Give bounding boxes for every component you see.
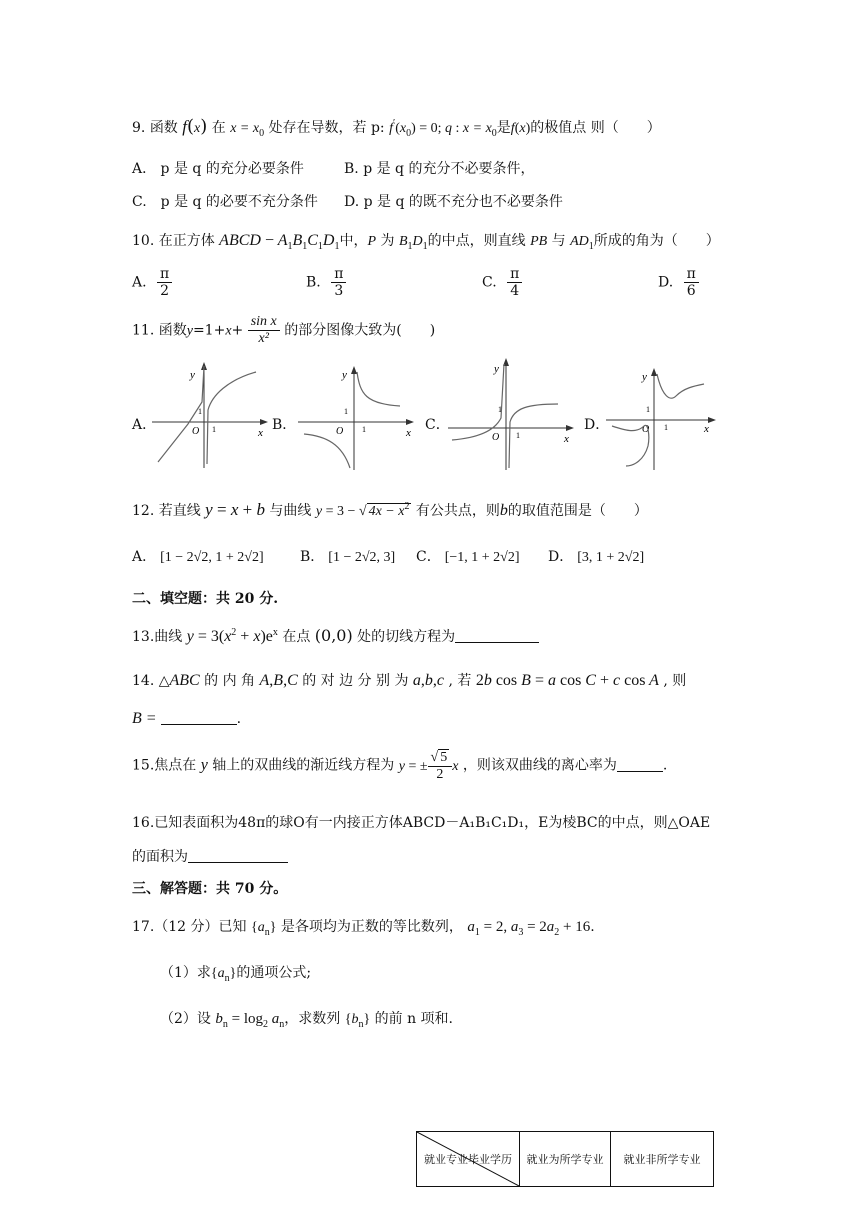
q12-text: 与曲线	[269, 503, 312, 519]
q10-option-d: D. $\frac{\pi}{6}$	[658, 266, 699, 299]
origin-label: O	[336, 426, 344, 437]
q9-text: 处存在导数，若 p:	[268, 120, 385, 136]
q17-seq-b: $\{b_n\}$	[344, 1012, 371, 1030]
q10-option-a: A. $\frac{\pi}{2}$	[132, 266, 172, 299]
axis-y-label: y	[494, 363, 499, 375]
q12-num: 12.	[132, 503, 155, 519]
q17-seq-a: $\{a_n\}$	[210, 966, 237, 984]
q16-answer-blank[interactable]	[188, 848, 288, 863]
q9-text: 是	[496, 120, 511, 136]
q11-text: +	[231, 322, 244, 339]
q11-text: 函数	[158, 322, 187, 339]
q17-seq-a: $\{a_n\}$	[250, 920, 277, 938]
q15-answer-blank[interactable]	[617, 757, 663, 772]
q11-y: y	[186, 323, 193, 339]
q16-text: 的面积为	[132, 849, 188, 865]
q17-text: 是各项均为正数的等比数列，	[280, 919, 463, 935]
q11-label-c: C．	[425, 417, 450, 433]
tick-1-label: 1	[664, 423, 668, 432]
tick-1-label: 1	[362, 425, 366, 434]
q9-option-c: C. p 是 q 的必要不充分条件	[132, 194, 318, 210]
q14-text: .	[236, 711, 242, 727]
q17-part1	[160, 962, 311, 984]
tick-1-label: 1	[516, 431, 520, 440]
q9-line: 9. 函数 f(x) 在 $x = x_0$ 处存在导数，若 p: $f'(x_0) = 0$; q : $x = x_0$是f(x)的极值点 则（ ）	[132, 116, 661, 139]
origin-label: O	[492, 432, 500, 443]
q11-graph-c	[446, 356, 578, 472]
q10-text: 与	[551, 233, 566, 249]
q17-bn-def: $b_n = \log_2 a_n$	[215, 1011, 285, 1030]
q11-line	[132, 314, 435, 347]
q14-formula: 2b cos B = a cos C + c cos A	[475, 672, 659, 689]
q14-b-eq: B =	[132, 710, 161, 727]
q11-text: 的部分图像大致为( )	[284, 322, 436, 339]
q12-text: 若直线	[158, 503, 201, 519]
q9-text: 函数	[149, 120, 178, 136]
q9-fx: f	[182, 117, 187, 136]
q17-text: 的前 n 项和.	[374, 1011, 454, 1027]
section-heading-solve: 三、解答题：共 70 分。	[132, 881, 288, 897]
q10-option-c: C. $\frac{\pi}{4}$	[482, 266, 522, 299]
q15-y-axis: y	[200, 756, 208, 774]
q14-text: 的 对 边 分 别 为	[302, 673, 413, 689]
q14-text: , 若	[448, 673, 476, 689]
q10-text: 所成的角为（ ）	[593, 233, 720, 249]
q17-part2	[160, 1008, 453, 1030]
q14-abc: ABC	[169, 672, 200, 689]
q9-p-formula: $f'(x_0) = 0$; q : $x = x_0$	[389, 118, 497, 139]
q11-label-b: B．	[272, 417, 297, 433]
q14-text: 14. △	[132, 673, 170, 689]
q9-x0: $x = x_0$	[230, 121, 265, 139]
q13-line	[132, 626, 539, 646]
q17-text: （1）求	[160, 965, 211, 981]
q15-line	[132, 750, 667, 783]
q10-p: P	[367, 234, 377, 249]
q17-conditions: $a_1 = 2$, $a_3 = 2a_2 + 16$	[467, 919, 591, 938]
q11-text: =1+	[192, 322, 226, 339]
q14-line	[132, 670, 700, 690]
q14-line2	[132, 710, 241, 728]
q14-angles: A,B,C	[259, 672, 298, 689]
q15-text: .	[662, 757, 668, 774]
origin-label: O	[642, 424, 650, 435]
tick-1-label: 1	[344, 407, 348, 416]
q10-num: 10.	[132, 233, 155, 249]
q12-b: b	[499, 502, 508, 519]
q13-point: (0,0)	[314, 626, 353, 645]
q10-text: 为	[380, 233, 395, 249]
axis-x-label: x	[258, 427, 263, 439]
tick-1-label: 1	[198, 407, 202, 416]
footer-cell-diagonal	[417, 1132, 520, 1187]
q12-option-c: C． [−1, 1 + 2√2]	[416, 549, 520, 565]
q16-line2	[132, 846, 288, 866]
q17-text: .	[590, 919, 595, 935]
q12-option-d: D． [3, 1 + 2√2]	[548, 549, 645, 565]
axis-x-label: x	[406, 427, 411, 439]
q10-text: 在正方体	[158, 233, 215, 249]
q17-line	[132, 916, 595, 938]
q17-text: ，求数列	[284, 1011, 341, 1027]
q14-text: , 则	[663, 673, 687, 689]
q15-formula: y = ± $\frac{√ 5}{2}$ x	[398, 750, 459, 782]
q14-text: 的 内 角	[204, 673, 260, 689]
q16-line1: 16.已知表面积为48π的球O有一内接正方体ABCD－A₁B₁C₁D₁，E为棱BC的中点，则△OAE	[132, 815, 711, 831]
q10-text: 中，	[339, 233, 368, 249]
q11-num: 11.	[132, 322, 155, 339]
tick-1-label: 1	[212, 425, 216, 434]
q10-text: 的中点，则直线	[427, 233, 526, 249]
q9-num: 9.	[132, 120, 146, 136]
q13-answer-blank[interactable]	[455, 628, 539, 643]
q12-curve-eq: y = 3 − √ $4x - x^2$	[315, 501, 410, 519]
q9-fx2: f(x)	[510, 121, 531, 136]
q17-text: 17.（12 分）已知	[132, 919, 247, 935]
q15-text: 轴上的双曲线的渐近线方程为	[212, 757, 395, 774]
q12-option-a: A． [1 − 2√2, 1 + 2√2]	[132, 549, 264, 565]
origin-label: O	[192, 426, 200, 437]
tick-1-label: 1	[646, 405, 650, 414]
q11-label-d: D．	[584, 417, 610, 433]
q9-text: 在	[211, 120, 226, 136]
q13-text: 在点	[282, 629, 311, 645]
q10-option-b: B. $\frac{\pi}{3}$	[306, 266, 346, 299]
q15-text: 15.焦点在	[132, 757, 197, 774]
q9-option-b: B. p 是 q 的充分不必要条件，	[344, 161, 535, 177]
footer-cell-label: 就业为所学专业	[520, 1132, 611, 1187]
axis-y-label: y	[190, 369, 195, 381]
q11-x: x	[225, 323, 232, 339]
q14-sides: a,b,c	[412, 672, 445, 689]
q12-line-eq: y = x + b	[205, 500, 265, 519]
q9-option-d: D. p 是 q 的既不充分也不必要条件	[344, 194, 563, 210]
q13-text: 13.曲线	[132, 629, 183, 645]
q10-line	[132, 230, 720, 252]
q12-option-b: B． [1 − 2√2, 3]	[300, 549, 396, 565]
q13-text: 处的切线方程为	[357, 629, 456, 645]
q13-formula: $y = 3(x^2 + x)e^x$	[186, 627, 278, 645]
q9-text: 的极值点 则（ ）	[530, 120, 661, 136]
q15-text: ，则该双曲线的离心率为	[462, 757, 617, 774]
q17-text: 的通项公式;	[236, 965, 312, 981]
axis-x-label: x	[704, 423, 709, 435]
q12-text: 有公共点，则	[415, 503, 500, 519]
q17-text: （2）设	[160, 1011, 211, 1027]
axis-x-label: x	[564, 433, 569, 445]
q11-graph-b	[296, 364, 416, 472]
q11-fraction: $\frac{\text{sin x}}{\text{x²}}$	[248, 314, 280, 347]
section-heading-fill-in: 二、填空题：共 20 分.	[132, 591, 279, 607]
footer-cell-label: 就业专业毕业学历	[424, 1153, 512, 1166]
q12-text: 的取值范围是（ ）	[507, 503, 648, 519]
q10-ad1: $AD_1$	[570, 234, 594, 252]
footer-table	[416, 1131, 714, 1187]
q11-label-a: A．	[132, 417, 157, 433]
q9-option-a: A． p 是 q 的充分必要条件	[132, 161, 304, 177]
q14-answer-blank[interactable]	[161, 710, 237, 725]
q10-b1d1: $B_1D_1$	[398, 234, 428, 252]
q10-cube: ABCD − $A_1B_1C_1D_1$	[219, 232, 340, 252]
q10-pb: PB	[530, 234, 548, 249]
q11-graph-a	[150, 360, 270, 470]
axis-y-label: y	[642, 371, 647, 383]
footer-cell-label: 就业非所学专业	[611, 1132, 714, 1187]
q12-line	[132, 500, 648, 520]
axis-y-label: y	[342, 369, 347, 381]
q11-graph-d	[604, 366, 720, 472]
tick-1-label: 1	[498, 405, 502, 414]
